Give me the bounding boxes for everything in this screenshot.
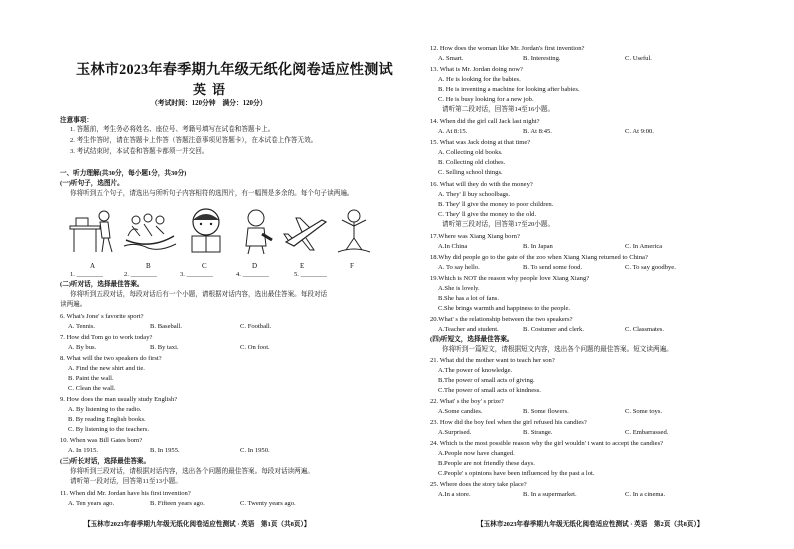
option-c[interactable]: C. Some toys. [625, 408, 663, 415]
notice-item: 3. 考试结束时，本试卷和答题卡都须一并交回。 [70, 148, 209, 155]
option-c[interactable]: C. By listening to the teachers. [68, 426, 150, 433]
option-c[interactable]: C. Football. [240, 323, 272, 330]
option-b[interactable]: B. They' ll give the money to poor children. [438, 201, 554, 208]
answer-blank[interactable]: 1. ________ [70, 271, 103, 278]
option-b[interactable]: B. Baseball. [150, 323, 183, 330]
question-15: 15. What was Jack doing at that time? [430, 139, 531, 146]
answer-blank[interactable]: 4. ________ [236, 271, 269, 278]
section3-heading: (三)听长对话，选择最佳答案。 [60, 458, 151, 465]
question-9: 9. How does the man usually study English? [60, 396, 178, 403]
question-13: 13. What is Mr. Jordan doing now? [430, 66, 523, 73]
option-a[interactable]: A.In China [438, 243, 468, 250]
option-b[interactable]: B. At 8:45. [523, 128, 552, 135]
option-a[interactable]: A.The power of knowledge. [438, 367, 513, 374]
question-7: 7. How did Tom go to work today? [60, 334, 153, 341]
picture-label: A [90, 262, 96, 270]
option-c[interactable]: C.The power of small acts of kindness. [438, 387, 541, 394]
option-b[interactable]: B.People are not friendly these days. [438, 460, 535, 467]
option-b[interactable]: B. Paint the wall. [68, 375, 114, 382]
option-c[interactable]: C. At 9:00. [625, 128, 654, 135]
picture-a-desk-person [66, 206, 118, 256]
question-21: 21. What did the mother want to teach her son? [430, 357, 555, 364]
option-a[interactable]: A. Find the new shirt and tie. [68, 365, 145, 372]
option-c[interactable]: C.People' s opinions have been influenced by the past a lot. [438, 470, 595, 477]
picture-label: D [252, 262, 258, 270]
question-20: 20.What' s the relationship between the two speakers? [430, 316, 573, 323]
picture-e-airplane [282, 206, 330, 256]
option-a[interactable]: A. Smart. [438, 55, 464, 62]
question-22: 22. What' s the boy' s prize? [430, 398, 504, 405]
option-c[interactable]: C. Clean the wall. [68, 385, 116, 392]
answer-blank[interactable]: 2. ________ [124, 271, 157, 278]
answer-blank[interactable]: 3. ________ [180, 271, 213, 278]
answer-blank[interactable]: 5. ________ [294, 271, 327, 278]
subject-title: 英语 [193, 82, 232, 97]
option-c[interactable]: C. Embarrassed. [625, 429, 669, 436]
option-b[interactable]: B.The power of small acts of giving. [438, 377, 535, 384]
page-footer: 【玉林市2023年春季期九年级无纸化阅卷适应性测试 · 英语 第2页（共8页）】 [477, 521, 704, 528]
question-12: 12. How does the woman like Mr. Jordan's first invention? [430, 45, 585, 52]
picture-label: B [146, 262, 151, 270]
section2-instructions: 你将听到五段对话，每段对话后有一个小题，请根据对话内容，选出最佳答案。每段对话 [70, 291, 328, 298]
exam-title: 玉林市2023年春季期九年级无纸化阅卷适应性测试 [76, 62, 393, 78]
picture-f-child-exercising [334, 206, 374, 256]
option-b[interactable]: B. By taxi. [150, 344, 179, 351]
option-b[interactable]: B. In a supermarket. [523, 491, 577, 498]
question-14: 14. When did the girl call Jack last night? [430, 118, 540, 125]
option-a[interactable]: A.In a store. [438, 491, 471, 498]
question-10: 10. When was Bill Gates born? [60, 437, 143, 444]
instructions: 请听第二段对话，回答第14至16小题。 [442, 106, 555, 113]
question-19: 19.Which is NOT the reason why people love Xiang Xiang? [430, 275, 590, 282]
option-c[interactable]: C. On foot. [240, 344, 270, 351]
option-b[interactable]: B. Costumer and clerk. [523, 326, 584, 333]
option-b[interactable]: B.She has a lot of fans. [438, 295, 499, 302]
option-c[interactable]: C. In America [625, 243, 663, 250]
section3-instructions: 请听第一段对话，回答第11至13小题。 [70, 478, 182, 485]
option-a[interactable]: A.Some candies. [438, 408, 483, 415]
question-8: 8. What will the two speakers do first? [60, 355, 162, 362]
time-info: （考试时间：120分钟 满分：120分） [151, 100, 267, 107]
notice-item: 2. 考生作答时，请在答题卡上作答（答题注意事项见答题卡），在本试卷上作答无效。 [70, 137, 318, 144]
picture-b-dragon-boat [122, 206, 178, 256]
option-a[interactable]: A. Ten years ago. [68, 500, 115, 507]
option-a[interactable]: A. To say hello. [438, 264, 480, 271]
option-c[interactable]: C. Twenty years ago. [240, 500, 296, 507]
instructions: 请听第三段对话，回答第17至20小题。 [442, 221, 555, 228]
picture-label: F [350, 262, 354, 270]
option-b[interactable]: B. In 1955. [150, 447, 180, 454]
option-b[interactable]: B. To send some food. [523, 264, 583, 271]
question-6: 6. What's Jone' s favorite sport? [60, 313, 144, 320]
option-c[interactable]: C. They' ll give the money to the old. [438, 211, 537, 218]
option-c[interactable]: C. Selling school things. [438, 169, 503, 176]
section2-heading: (二)听对话，选择最佳答案。 [60, 281, 144, 288]
option-c[interactable]: C. He is busy looking for a new job. [438, 96, 534, 103]
question-18: 18.Why did people go to the gate of the zoo when Xiang Xiang returned to China? [430, 254, 648, 261]
option-b[interactable]: B. In Japan [523, 243, 553, 250]
section2-instructions: 读两遍。 [60, 301, 87, 308]
notice-heading: 注意事项： [60, 117, 93, 124]
question-11: 11. When did Mr. Jordan have his first invention? [60, 490, 191, 497]
notice-item: 1. 答题前，考生务必将姓名、座位号、考籍号填写在试卷和答题卡上。 [70, 126, 275, 133]
picture-d-injured-boy [236, 206, 278, 256]
option-a[interactable]: A.Teacher and student. [438, 326, 499, 333]
option-a[interactable]: A. They' ll buy schoolbags. [438, 191, 511, 198]
question-16: 16. What will they do with the money? [430, 181, 533, 188]
option-a[interactable]: A. He is looking for the babies. [438, 76, 521, 83]
question-25: 25. Where does the story take place? [430, 481, 527, 488]
picture-label: C [202, 262, 207, 270]
section1-instructions: 你将听到五个句子，请选出与所听句子内容相符的选图片，有一幅图是多余的。每个句子读两遍。 [70, 190, 354, 197]
question-17: 17.Where was Xiang Xiang born? [430, 233, 520, 240]
section3-instructions: 你将听到三段对话，请根据对话内容，选出各个问题的最佳答案。每段对话读两遍。 [70, 468, 314, 475]
page-footer: 【玉林市2023年春季期九年级无纸化阅卷适应性测试 · 英语 第1页（共8页）】 [84, 521, 311, 528]
option-c[interactable]: C.She brings warmth and happiness to the people. [438, 305, 571, 312]
option-c[interactable]: C. In 1950. [240, 447, 270, 454]
question-24: 24. Which is the most possible reason why the girl wouldn' t want to accept the candies? [430, 440, 664, 447]
option-b[interactable]: B. Strange. [523, 429, 553, 436]
section1-heading: (一)听句子，选图片。 [60, 180, 124, 187]
option-a[interactable]: A. Tennis. [68, 323, 96, 330]
option-b[interactable]: B. He is inventing a machine for looking after babies. [438, 86, 580, 93]
section4-heading: (四)听短文，选择最佳答案。 [430, 336, 514, 343]
option-c[interactable]: C. To say goodbye. [625, 264, 676, 271]
option-c[interactable]: C. Classmates. [625, 326, 665, 333]
option-a[interactable]: A. In 1915. [68, 447, 99, 454]
section4-instructions: 你将听到一篇短文，请根据短文内容，选出各个问题的最佳答案。短文读两遍。 [442, 346, 673, 353]
part1-heading: 一、听力理解(共30分，每小题1分，共30分) [60, 170, 187, 177]
option-b[interactable]: B. By reading English books. [68, 416, 146, 423]
page-right [397, 0, 794, 549]
option-a[interactable]: A. Collecting old books. [438, 149, 503, 156]
option-b[interactable]: B. Collecting old clothes. [438, 159, 506, 166]
picture-c-girl-reading [184, 206, 228, 256]
option-b[interactable]: B. Interesting. [523, 55, 561, 62]
option-a[interactable]: A. By listening to the radio. [68, 406, 142, 413]
option-a[interactable]: A. At 8:15. [438, 128, 468, 135]
question-23: 23. How did the boy feel when the girl refused his candies? [430, 419, 587, 426]
option-a[interactable]: A.Surprised. [438, 429, 472, 436]
option-b[interactable]: B. Fifteen years ago. [150, 500, 205, 507]
option-b[interactable]: B. Some flowers. [523, 408, 569, 415]
option-c[interactable]: C. Useful. [625, 55, 652, 62]
option-a[interactable]: A.People now have changed. [438, 450, 515, 457]
option-c[interactable]: C. In a cinema. [625, 491, 666, 498]
option-a[interactable]: A.She is lovely. [438, 285, 480, 292]
option-a[interactable]: A. By bus. [68, 344, 97, 351]
picture-label: E [300, 262, 305, 270]
